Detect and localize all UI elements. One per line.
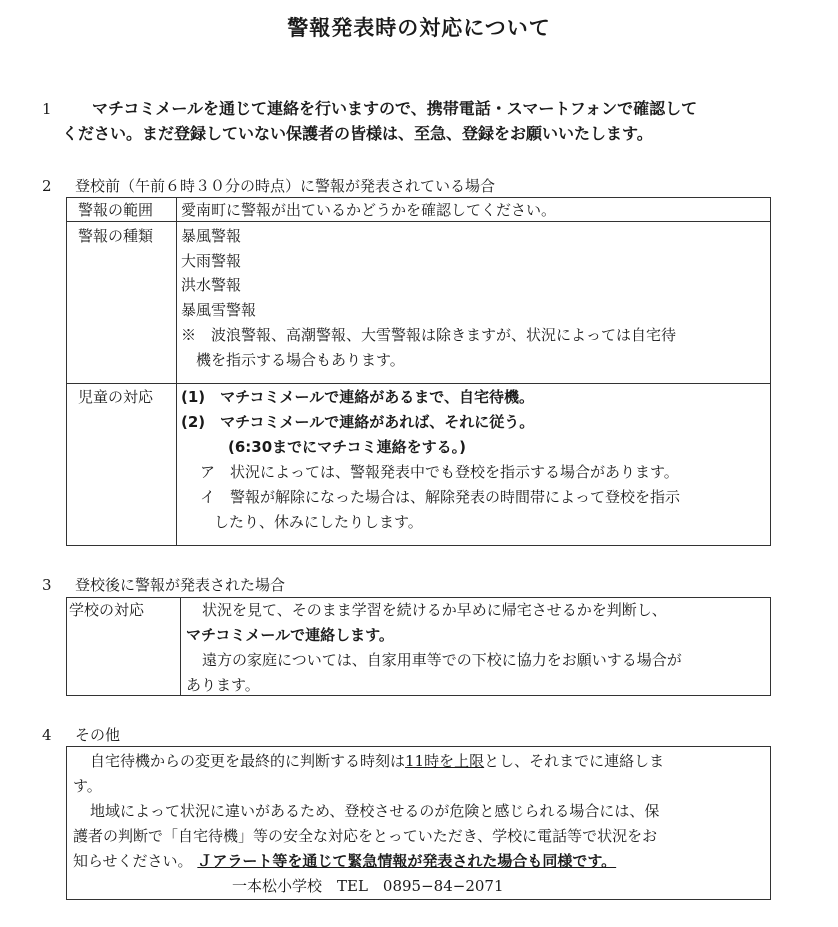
- row-text: イ 警報が解除になった場合は、解除発表の時間帯によって登校を指示: [200, 488, 681, 506]
- other-paragraph-2: 地域によって状況に違いがあるため、登校させるのが危険と感じられる場合には、保: [90, 802, 660, 820]
- row-text: したり、休みにしたりします。: [214, 513, 423, 531]
- row-text: ※ 波浪警報、高潮警報、大雪警報は除きますが、状況によっては自宅待: [181, 326, 677, 344]
- section-3-number: 3: [42, 576, 52, 594]
- text: とし、それまでに連絡しま: [484, 752, 665, 770]
- row-text: 洪水警報: [181, 276, 242, 294]
- row-label-types: 警報の種類: [78, 227, 154, 245]
- school-contact: 一本松小学校 TEL 0895−84−2071: [232, 877, 504, 895]
- row-text: 暴風雪警報: [181, 301, 257, 319]
- row-label-range: 警報の範囲: [78, 201, 154, 219]
- section-1-line-2: ください。まだ登録していない保護者の皆様は、至急、登録をお願いいたします。: [62, 124, 653, 143]
- section-2-heading: 登校前（午前６時３０分の時点）に警報が発表されている場合: [75, 177, 496, 195]
- row-text: マチコミメールで連絡します。: [186, 626, 394, 644]
- row-text: 遠方の家庭については、自家用車等での下校に協力をお願いする場合が: [202, 651, 682, 669]
- row-text: 状況を見て、そのまま学習を続けるか早めに帰宅させるかを判断し、: [202, 601, 667, 619]
- section-4-number: 4: [42, 726, 52, 744]
- table-divider: [176, 197, 177, 546]
- section-1-number: 1: [42, 100, 52, 118]
- time-limit: 11時を上限: [405, 752, 485, 770]
- other-paragraph-1-cont: す。: [73, 777, 102, 795]
- other-paragraph-2-cont: 護者の判断で「自宅待機」等の安全な対応をとっていただき、学校に電話等で状況をお: [73, 827, 658, 845]
- table-row-divider: [66, 383, 771, 384]
- row-text: あります。: [186, 676, 260, 694]
- row-text: (1) マチコミメールで連絡があるまで、自宅待機。: [181, 388, 534, 406]
- row-text: (2) マチコミメールで連絡があれば、それに従う。: [181, 413, 535, 431]
- row-text: 愛南町に警報が出ているかどうかを確認してください。: [181, 201, 557, 219]
- row-text: ア 状況によっては、警報発表中でも登校を指示する場合があります。: [200, 463, 679, 481]
- text: 知らせください。: [73, 852, 193, 870]
- table-divider: [180, 597, 181, 696]
- other-paragraph-1: [90, 749, 664, 773]
- row-text: 機を指示する場合もあります。: [181, 351, 405, 369]
- section-3-heading: 登校後に警報が発表された場合: [75, 576, 286, 594]
- row-text: (6:30までにマチコミ連絡をする。): [228, 438, 466, 456]
- j-alert-note: Ｊアラート等を通じて緊急情報が発表された場合も同様です。: [197, 852, 617, 870]
- row-label-school: 学校の対応: [69, 601, 145, 619]
- page-title: 警報発表時の対応について: [287, 15, 551, 40]
- text: 自宅待機からの変更を最終的に判断する時刻は: [90, 752, 406, 770]
- row-text: 大雨警報: [181, 252, 242, 270]
- section-1-line-1: マチコミメールを通じて連絡を行いますので、携帯電話・スマートフォンで確認して: [92, 99, 698, 118]
- section-2-number: 2: [42, 177, 52, 195]
- section-4-heading: その他: [75, 726, 121, 744]
- row-label-response: 児童の対応: [78, 388, 154, 406]
- other-paragraph-3: [73, 849, 616, 873]
- row-text: 暴風警報: [181, 227, 242, 245]
